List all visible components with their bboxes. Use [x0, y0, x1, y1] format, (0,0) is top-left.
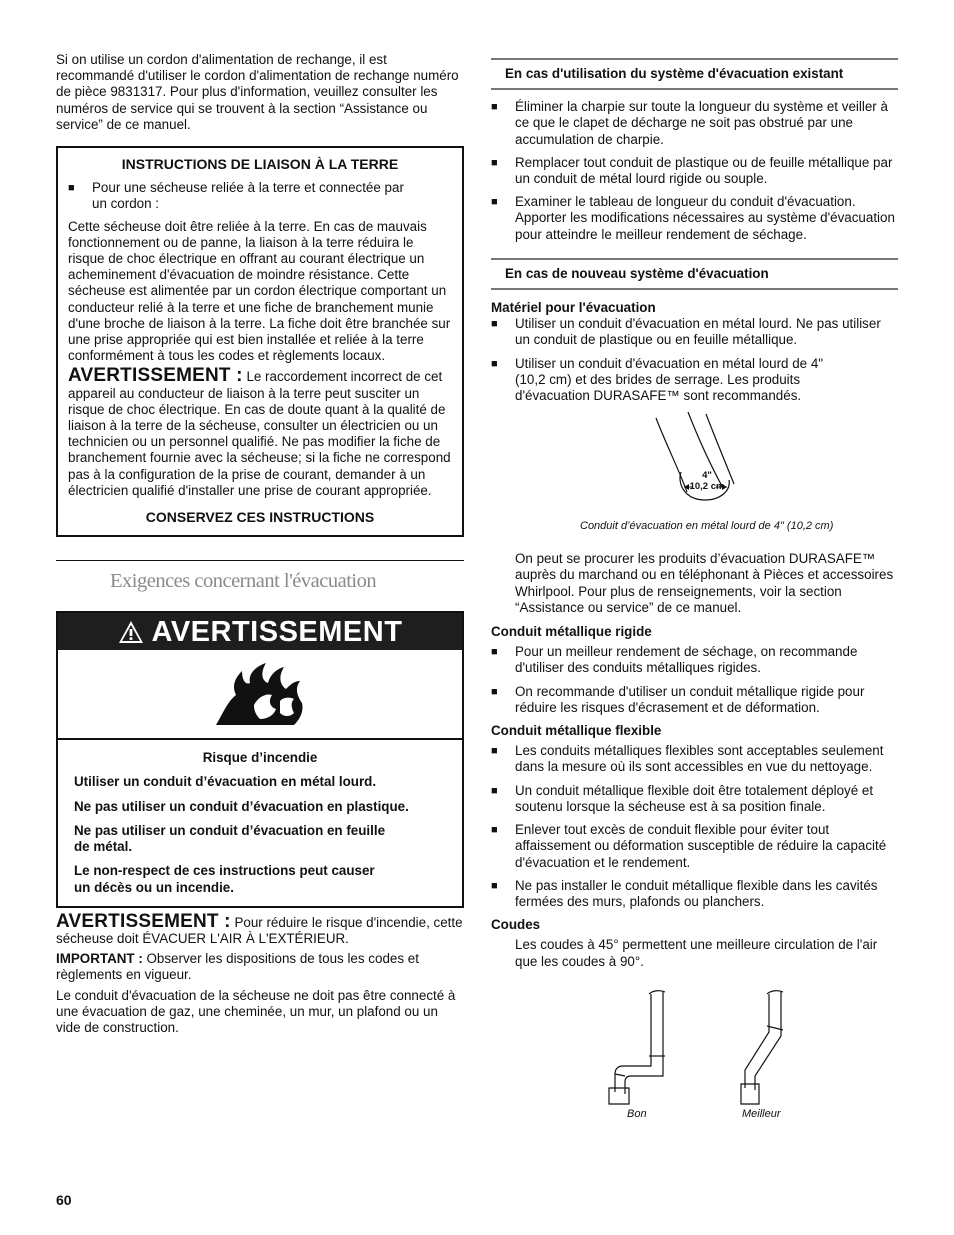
warning-body: [58, 740, 462, 905]
duct-illustration: [491, 404, 898, 514]
elbows-paragraph: Les coudes à 45° permettent une meilleure circulation de l'air que les coudes à 90°.: [515, 937, 878, 969]
elbow-good-label: Bon: [627, 1107, 647, 1120]
fire-icon: [214, 661, 306, 727]
flex-heading: Conduit métallique flexible: [491, 723, 662, 739]
grounding-bullet: ■ Pour une sécheuse reliée à la terre et connectée par un cordon :: [68, 180, 404, 212]
list-item: ■ Utiliser un conduit d'évacuation en métal lourd. Ne pas utiliser un conduit de plastique ou en feuille métallique.: [491, 316, 881, 348]
elbow-45-icon: [741, 990, 783, 1103]
warning-header: AVERTISSEMENT: [58, 613, 462, 650]
fire-risk-title: Risque d’incendie: [202, 750, 318, 766]
warning-line: Utiliser un conduit d’évacuation en métal lourd.: [74, 774, 377, 790]
list-item: ■ Examiner le tableau de longueur du conduit d'évacuation. Apporter les modifications nécessaires au système d'évacuation pour atteindre le meilleur rendement de séchage.: [491, 194, 895, 242]
exhaust-warning: AVERTISSEMENT : Pour réduire le risque d'incendie, cette sécheuse doit ÉVACUER L'AIR À L'EXTÉRIEUR.: [56, 910, 463, 946]
save-instructions: CONSERVEZ CES INSTRUCTIONS: [145, 509, 375, 526]
grounding-title: INSTRUCTIONS DE LIAISON À LA TERRE: [121, 156, 399, 173]
warning-line: Ne pas utiliser un conduit d’évacuation en plastique.: [74, 798, 409, 814]
section-title: Exigences concernant l'évacuation: [110, 570, 377, 593]
section-divider: [56, 560, 464, 561]
bullet-square-icon: ■: [68, 182, 75, 195]
elbows-heading: Coudes: [491, 917, 541, 933]
left-column: [56, 52, 464, 1036]
list-item: ■ Ne pas installer le conduit métallique flexible dans les cavités fermées des murs, plafonds ou planchers.: [491, 877, 878, 909]
warning-line: Le non-respect de ces instructions peut causer un décès ou un incendie.: [74, 863, 375, 895]
grounding-warning: AVERTISSEMENT : Le raccordement incorrect de cet appareil au conducteur de liaison à la terre peut susciter un risque de choc électrique. En cas de doute quant à la qualité de liaison à la terre de la sécheuse, consulter un électricien ou un technicien ou un personnel qualifié. Ne pas modifier la fiche de branchement fournie avec la sécheuse; si la fiche ne correspond pas à la configuration de la prise de courant, demander à un électricien qualifié d'installer une prise de courant appropriée.: [68, 365, 451, 498]
warning-line: Ne pas utiliser un conduit d’évacuation en feuille de métal.: [74, 822, 386, 855]
existing-system-list: [491, 99, 898, 243]
list-item: ■ Pour un meilleur rendement de séchage, on recommande d'utiliser des conduits métalliques rigides.: [491, 644, 858, 676]
list-item: ■ Utiliser un conduit d'évacuation en métal lourd de 4" (10,2 cm) et des brides de serrage. Les produits d'évacuation DURASAFE™ sont recommandés.: [491, 355, 824, 404]
grounding-paragraph: Cette sécheuse doit être reliée à la terre. En cas de mauvais fonctionnement ou de panne, la liaison à la terre réduira le risque de choc électrique en offrant au courant électrique un acheminement d'évacuation de moindre résistance. Cette sécheuse est alimentée par un cordon électrique comportant un conducteur relié à la terre et une fiche de branchement munie d'une broche de liaison à la terre. La fiche doit être branchée sur une prise appropriée qui est bien installée et reliée à la terre conformément à tous les codes et règlements locaux.: [68, 218, 451, 364]
warning-triangle-icon: [118, 620, 144, 644]
elbow-illustrations: [491, 984, 898, 1114]
list-item: ■ On recommande d'utiliser un conduit métallique rigide pour réduire les risques d'écrasement et de déformation.: [491, 683, 865, 715]
list-item: ■ Les conduits métalliques flexibles sont acceptables seulement dans la mesure où ils sont accessibles en vue du nettoyage.: [491, 743, 884, 775]
page-number: 60: [56, 1192, 72, 1208]
right-column: [491, 58, 898, 1134]
warning-label: AVERTISSEMENT :: [68, 365, 243, 387]
new-system-heading: En cas de nouveau système d'évacuation: [491, 258, 898, 290]
elbow-better-label: Meilleur: [742, 1107, 781, 1120]
fire-warning-box: [56, 611, 464, 907]
grounding-instructions-box: [56, 146, 464, 537]
duct-caption: Conduit d’évacuation en métal lourd de 4" (10,2 cm): [580, 520, 834, 533]
material-heading: Matériel pour l'évacuation: [491, 300, 656, 316]
existing-system-heading: En cas d'utilisation du système d'évacuation existant: [491, 58, 898, 90]
intro-paragraph: Si on utilise un cordon d'alimentation de rechange, il est recommandé d'utiliser le cordon d'alimentation de rechange numéro de pièce 9831317. Pour plus d'information, veuillez consulter les numéros de service qui se trouvent à la section “Assistance ou service” de ce manuel.: [56, 52, 459, 132]
list-item: ■ Éliminer la charpie sur toute la longueur du système et veiller à ce que le clapet de décharge ne soit pas obstrué par une accumulation de charpie.: [491, 99, 888, 147]
durasafe-paragraph: On peut se procurer les produits d’évacuation DURASAFE™ auprès du marchand ou en téléphonant à Pièces et accessoires Whirlpool. Pour plus de renseignements, voir la section “Assistance ou service” de ce manuel.: [515, 551, 894, 615]
duct-diagram: [491, 404, 898, 534]
fire-hazard-area: [58, 650, 462, 740]
warning-label: AVERTISSEMENT :: [56, 910, 231, 932]
list-item: ■ Enlever tout excès de conduit flexible pour éviter tout affaissement ou déformation susceptible de réduire la capacité d'évacuation et le rendement.: [491, 822, 887, 870]
list-item: ■ Remplacer tout conduit de plastique ou de feuille métallique par un conduit de métal lourd rigide ou souple.: [491, 154, 893, 187]
important-note: IMPORTANT : Observer les dispositions de tous les codes et règlements en vigueur.: [56, 951, 419, 983]
list-item: ■ Un conduit métallique flexible doit être totalement déployé et soutenu lorsque la sécheuse est à sa position finale.: [491, 782, 874, 814]
duct-size-label: 4" 10,2 cm: [689, 470, 725, 493]
rigid-heading: Conduit métallique rigide: [491, 624, 652, 640]
elbow-90-icon: [609, 990, 665, 1103]
elbows-diagram: [491, 984, 898, 1134]
closing-paragraph: Le conduit d'évacuation de la sécheuse ne doit pas être connecté à une évacuation de gaz, une cheminée, un mur, un plafond ou un vide de construction.: [56, 987, 456, 1035]
